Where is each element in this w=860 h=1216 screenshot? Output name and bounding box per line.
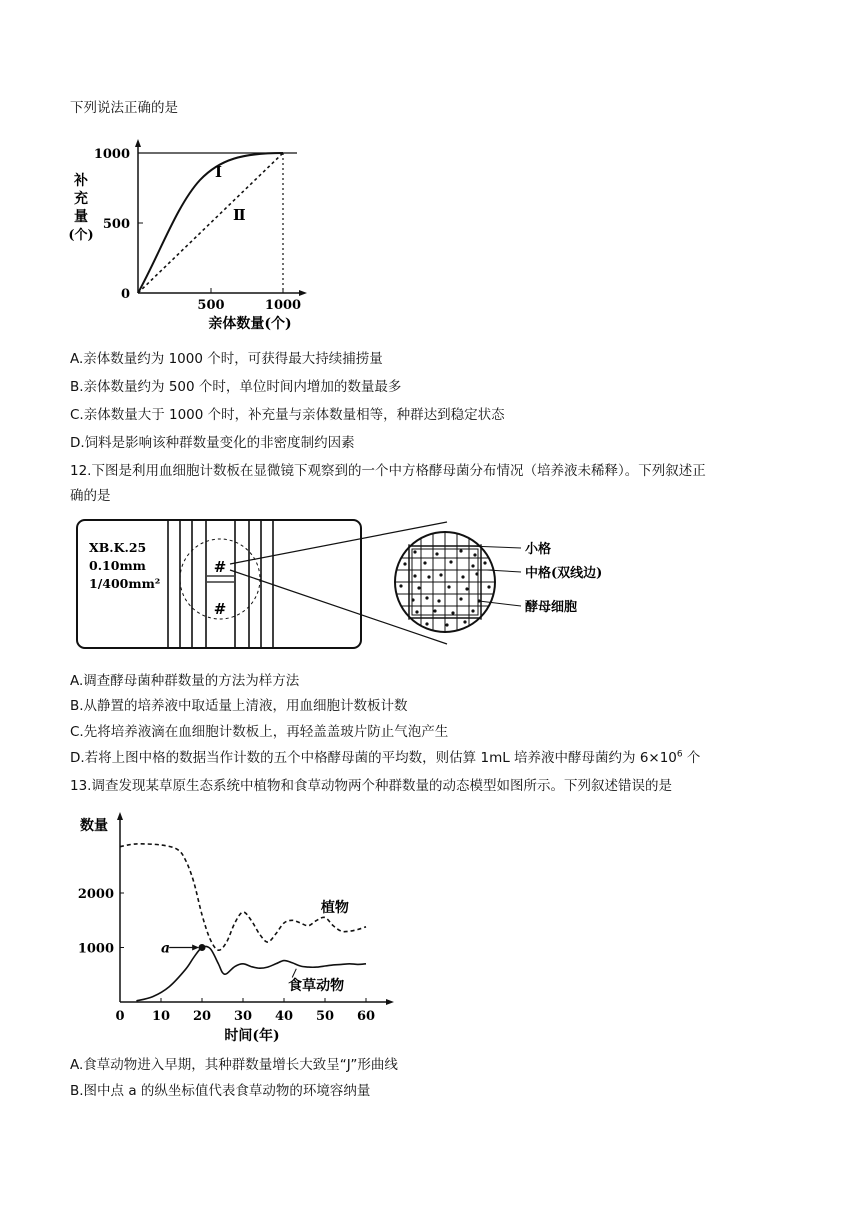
svg-text:充: 充 — [74, 191, 88, 207]
chart1-ytick: 0 — [120, 287, 130, 302]
chart2-xtick: 10 — [151, 1009, 171, 1024]
chart2-ylabel: 数量 — [80, 818, 108, 834]
chart2-ytick: 2000 — [77, 887, 114, 902]
q11-option-c: C.亲体数量大于 1000 个时，补充量与亲体数量相等，种群达到稳定状态 — [70, 407, 505, 423]
q13-option-a: A.食草动物进入早期，其种群数量增长大致呈“J”形曲线 — [70, 1057, 398, 1073]
curve-I-label: Ⅰ — [215, 163, 223, 181]
label-medium-square: 中格(双线边) — [525, 566, 603, 581]
chart2-xtick: 60 — [356, 1009, 376, 1024]
q11-option-a: A.亲体数量约为 1000 个时，可获得最大持续捕捞量 — [70, 351, 383, 367]
grid-mark-upper: # — [213, 558, 227, 576]
chart2-xtick: 40 — [274, 1009, 294, 1024]
label-yeast-cell: 酵母细胞 — [525, 600, 578, 615]
plant-series-line — [120, 844, 366, 950]
plate-model: XB.K.25 — [89, 540, 147, 555]
chart1-ytick: 1000 — [93, 147, 130, 162]
chart2-xtick: 0 — [115, 1009, 125, 1024]
chart2-xtick: 50 — [315, 1009, 335, 1024]
curve-II-label: Ⅱ — [233, 206, 246, 224]
chart2-xlabel: 时间(年) — [224, 1028, 280, 1044]
q11-intro: 下列说法正确的是 — [70, 100, 178, 116]
chart1-ylabel: 补 — [74, 173, 88, 189]
q12-option-a: A.调查酵母菌种群数量的方法为样方法 — [70, 673, 300, 689]
curve-II — [138, 153, 283, 293]
svg-text:(个): (个) — [68, 228, 94, 243]
q13-option-b: B.图中点 a 的纵坐标值代表食草动物的环境容纳量 — [70, 1083, 371, 1099]
svg-text:量: 量 — [74, 209, 88, 225]
point-a-marker — [199, 944, 206, 951]
chart2-ytick: 1000 — [77, 941, 114, 957]
chart1-xtick: 500 — [197, 298, 225, 313]
q12-stem-cont: 确的是 — [70, 488, 111, 504]
chart1-xlabel: 亲体数量(个) — [208, 316, 292, 332]
grid-mark-lower: # — [213, 600, 227, 618]
chart1-ytick: 500 — [102, 217, 130, 232]
herbivore-series-label: 食草动物 — [288, 978, 345, 995]
q12-option-c: C.先将培养液滴在血细胞计数板上，再轻盖盖玻片防止气泡产生 — [70, 724, 449, 740]
q12-stem: 12.下图是利用血细胞计数板在显微镜下观察到的一个中方格酵母菌分布情况（培养液未稀释）。下列叙述正 — [70, 463, 706, 479]
chart1-xtick: 1000 — [264, 298, 302, 313]
q13-stem: 13.调查发现某草原生态系统中植物和食草动物两个种群数量的动态模型如图所示。下列叙述错误的是 — [70, 778, 672, 794]
recruitment-chart — [65, 135, 325, 335]
chart2-xtick: 20 — [192, 1009, 212, 1024]
exponent: 6 — [676, 749, 683, 760]
q11-option-d: D.饲料是影响该种群数量变化的非密度制约因素 — [70, 435, 355, 451]
plant-series-label: 植物 — [320, 900, 349, 917]
label-small-square: 小格 — [525, 542, 552, 557]
chart2-xtick: 30 — [233, 1009, 253, 1024]
plate-area: 1/400mm² — [89, 576, 161, 591]
q12-option-d: D.若将上图中格的数据当作计数的五个中格酵母菌的平均数，则估算 1mL 培养液中酵母菌约为 $6\times 10^6$ 个 — [70, 749, 701, 766]
hemocytometer-figure — [75, 516, 635, 656]
plate-depth: 0.10mm — [89, 558, 146, 573]
q12-option-b: B.从静置的培养液中取适量上清液，用血细胞计数板计数 — [70, 698, 408, 714]
point-a-label: a — [161, 940, 171, 957]
population-dynamics-chart — [70, 808, 410, 1048]
q11-option-b: B.亲体数量约为 500 个时，单位时间内增加的数量最多 — [70, 379, 402, 395]
